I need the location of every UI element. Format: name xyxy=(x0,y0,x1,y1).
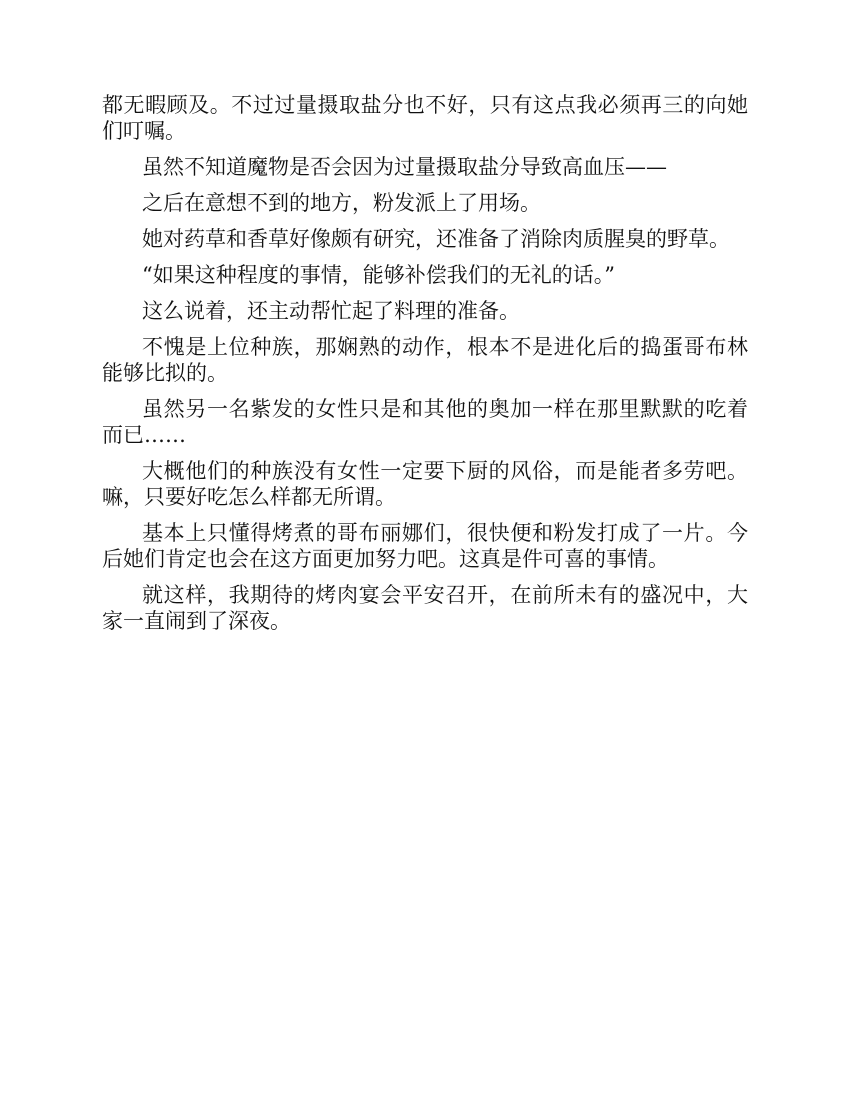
paragraph: 这么说着，还主动帮忙起了料理的准备。 xyxy=(142,299,520,323)
paragraph: 都无暇顾及。不过过量摄取盐分也不好，只有这点我必须再三的向她们叮嘱。 xyxy=(102,93,748,143)
paragraph: 大概他们的种族没有女性一定要下厨的风俗，而是能者多劳吧。嘛，只要好吃怎么样都无所谓。 xyxy=(102,459,748,509)
paragraph: 就这样，我期待的烤肉宴会平安召开，在前所未有的盛况中，大家一直闹到了深夜。 xyxy=(102,583,748,633)
paragraph: 之后在意想不到的地方，粉发派上了用场。 xyxy=(142,191,541,215)
paragraph: “如果这种程度的事情，能够补偿我们的无礼的话。” xyxy=(142,263,615,287)
paragraph: 虽然另一名紫发的女性只是和其他的奥加一样在那里默默的吃着而已…… xyxy=(102,397,748,447)
paragraph: 基本上只懂得烤煮的哥布丽娜们，很快便和粉发打成了一片。今后她们肯定也会在这方面更加努力吧。这真是件可喜的事情。 xyxy=(102,521,748,571)
document-page xyxy=(102,92,748,644)
paragraph: 她对药草和香草好像颇有研究，还准备了消除肉质腥臭的野草。 xyxy=(142,227,730,251)
paragraph: 不愧是上位种族，那娴熟的动作，根本不是进化后的捣蛋哥布林能够比拟的。 xyxy=(102,335,748,385)
paragraph: 虽然不知道魔物是否会因为过量摄取盐分导致高血压—— xyxy=(142,155,667,179)
